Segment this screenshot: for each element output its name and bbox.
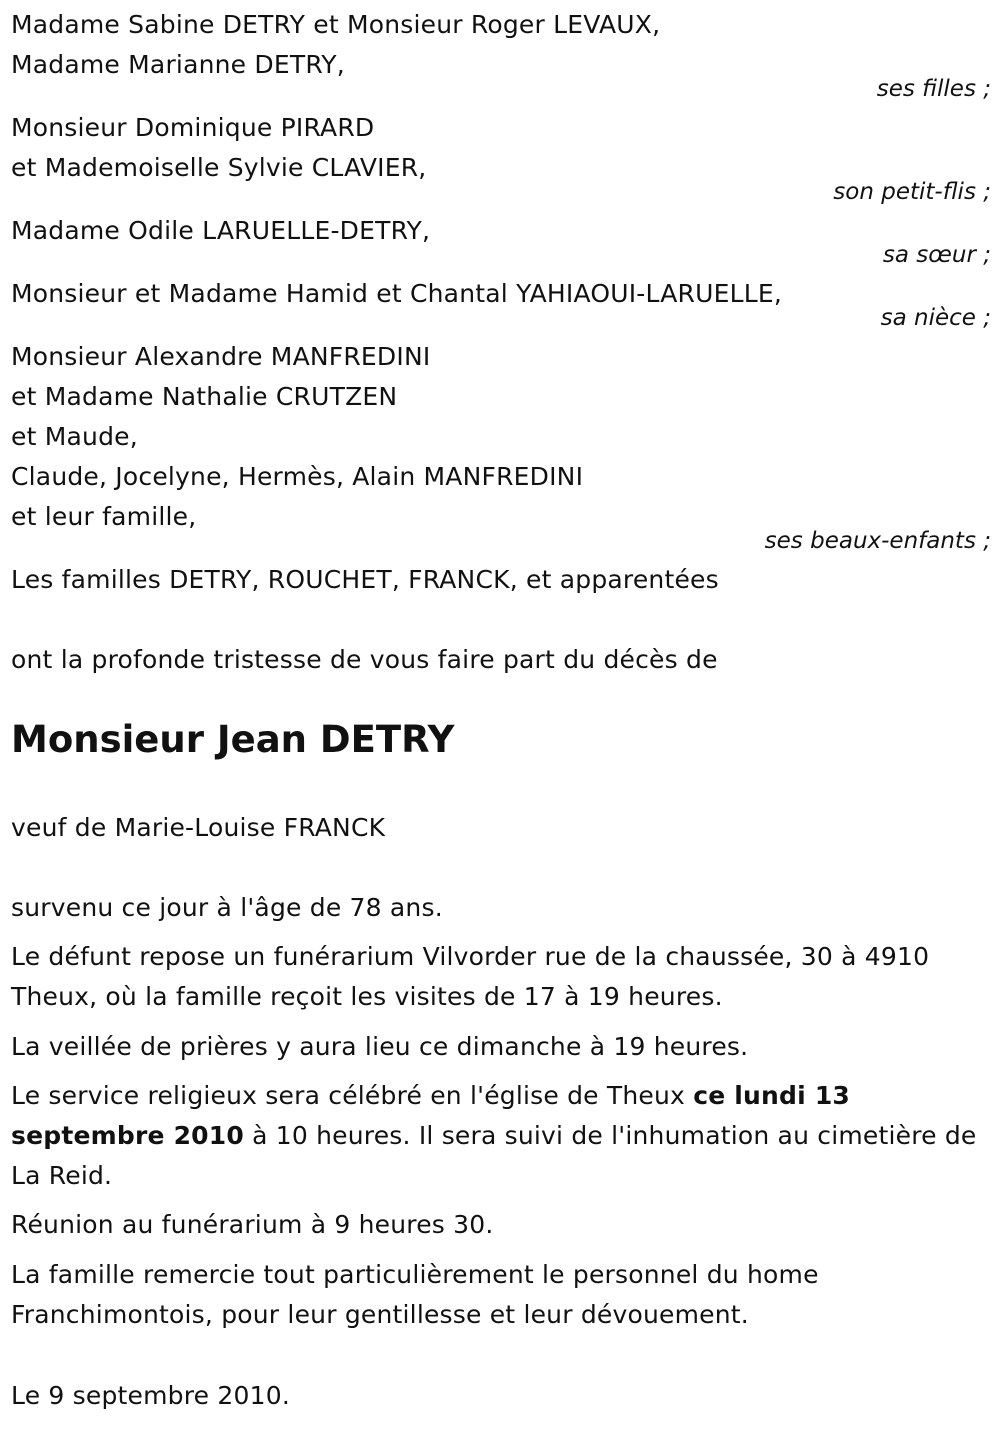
family-line: Monsieur et Madame Hamid et Chantal YAHIAOUI-LARUELLE,	[11, 279, 782, 308]
notice-date: Le 9 septembre 2010.	[11, 1381, 290, 1410]
deceased-name: Monsieur Jean DETRY	[11, 718, 455, 761]
relation-label: sa sœur ;	[882, 242, 991, 268]
age-line: survenu ce jour à l'âge de 78 ans.	[11, 893, 443, 922]
service-date: ce lundi 13 septembre 2010	[11, 1081, 851, 1150]
reunion-paragraph: Réunion au funérarium à 9 heures 30.	[11, 1210, 494, 1239]
thanks-paragraph: La famille remercie tout particulièrement le personnel du home Franchimontois, pour leur gentillesse et leur dévouement.	[11, 1260, 819, 1329]
family-line: Madame Marianne DETRY,	[11, 50, 345, 79]
repose-paragraph: Le défunt repose un funérarium Vilvorder rue de la chaussée, 30 à 4910 Theux, où la famille reçoit les visites de 17 à 19 heures.	[11, 942, 930, 1011]
family-line: et leur famille,	[11, 502, 197, 531]
family-line: et Maude,	[11, 422, 138, 451]
service-text-start: Le service religieux sera célébré en l'église de Theux	[11, 1081, 694, 1110]
relation-label: sa nièce ;	[880, 305, 991, 331]
veillee-paragraph: La veillée de prières y aura lieu ce dimanche à 19 heures.	[11, 1032, 749, 1061]
service-text-end: à 10 heures. Il sera suivi de l'inhumation au cimetière de La Reid.	[11, 1121, 977, 1190]
family-line: et Madame Nathalie CRUTZEN	[11, 382, 398, 411]
family-line: Claude, Jocelyne, Hermès, Alain MANFREDINI	[11, 462, 584, 491]
family-line: Monsieur Alexandre MANFREDINI	[11, 342, 431, 371]
widower-line: veuf de Marie-Louise FRANCK	[11, 813, 386, 842]
family-line: Les familles DETRY, ROUCHET, FRANCK, et apparentées	[11, 565, 719, 594]
family-line: Madame Sabine DETRY et Monsieur Roger LEVAUX,	[11, 10, 661, 39]
family-line: Madame Odile LARUELLE-DETRY,	[11, 216, 431, 245]
relation-label: ses filles ;	[876, 76, 991, 102]
relation-label: ses beaux-enfants ;	[764, 528, 991, 554]
announcement-text: ont la profonde tristesse de vous faire part du décès de	[11, 645, 718, 674]
service-paragraph	[11, 1076, 986, 1196]
family-line: Monsieur Dominique PIRARD	[11, 113, 375, 142]
family-line: et Mademoiselle Sylvie CLAVIER,	[11, 153, 427, 182]
relation-label: son petit-flis ;	[833, 179, 991, 205]
